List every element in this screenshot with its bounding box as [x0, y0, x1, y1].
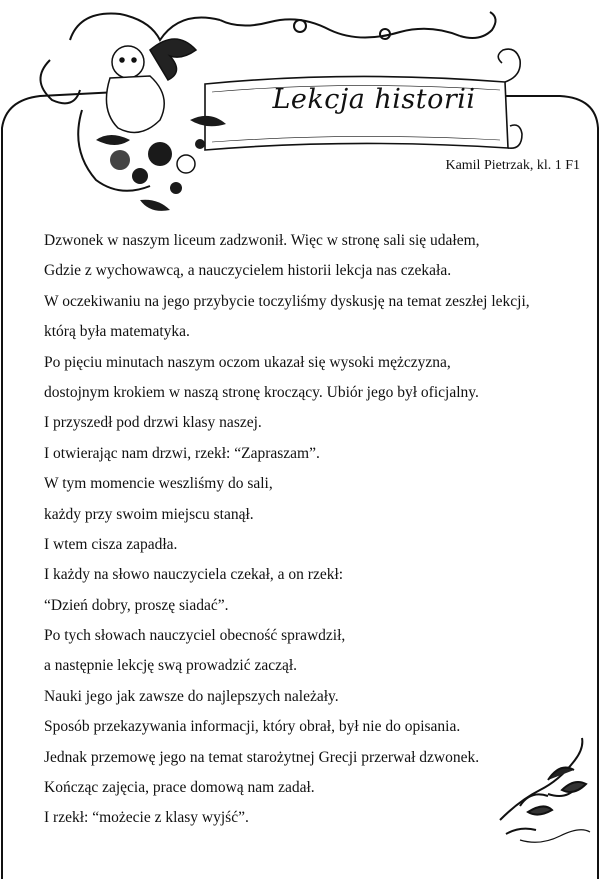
poem-line: Gdzie z wychowawcą, a nauczycielem historii lekcja nas czekała.: [44, 262, 452, 280]
poem-line: Nauki jego jak zawsze do najlepszych należały.: [44, 687, 339, 705]
poem-line: Po tych słowach nauczyciel obecność sprawdził,: [44, 627, 346, 645]
poem-line: dostojnym krokiem w naszą stronę kroczący. Ubiór jego był oficjalny.: [44, 383, 479, 401]
poem-line: Jednak przemowę jego na temat starożytnej Grecji przerwał dzwonek.: [44, 748, 480, 766]
poem-line: Sposób przekazywania informacji, który obrał, był nie do opisania.: [44, 718, 461, 736]
poem-line: którą była matematyka.: [44, 323, 190, 341]
author-credit: Kamil Pietrzak, kl. 1 F1: [445, 158, 580, 173]
poem-line: I wtem cisza zapadła.: [44, 535, 178, 553]
poem-line: “Dzień dobry, proszę siadać”.: [44, 596, 229, 614]
poem-line: I otwierając nam drzwi, rzekł: “Zapraszam”.: [44, 444, 320, 462]
poem-line: każdy przy swoim miejscu stanął.: [44, 505, 254, 523]
poem-body: [44, 226, 564, 834]
poem-line: a następnie lekcję swą prowadzić zaczął.: [44, 657, 298, 675]
poem-title: Lekcja historii: [272, 84, 476, 115]
poem-line: I każdy na słowo nauczyciela czekał, a on rzekł:: [44, 566, 344, 584]
poem-line: W oczekiwaniu na jego przybycie toczyliśmy dyskusję na temat zeszłej lekcji,: [44, 292, 530, 310]
poem-line: W tym momencie weszliśmy do sali,: [44, 475, 273, 493]
poem-line: Po pięciu minutach naszym oczom ukazał się wysoki mężczyzna,: [44, 353, 451, 371]
poem-line: I przyszedł pod drzwi klasy naszej.: [44, 414, 262, 432]
poem-line: Kończąc zajęcia, prace domową nam zadał.: [44, 779, 315, 797]
poem-line: Dzwonek w naszym liceum zadzwonił. Więc w stronę sali się udałem,: [44, 232, 480, 249]
poem-line: I rzekł: “możecie z klasy wyjść”.: [44, 809, 249, 827]
